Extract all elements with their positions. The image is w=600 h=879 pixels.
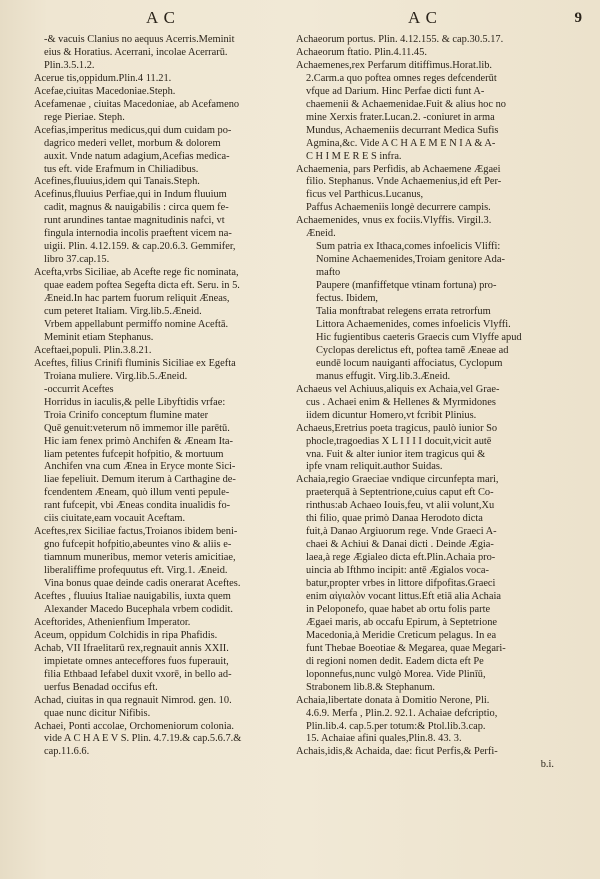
text-line: uigii. Plin. 4.12.159. & cap.20.6.3. Gemmifer,	[44, 241, 236, 253]
text-line: cap.11.6.6.	[44, 746, 90, 758]
text-line: liae fepeliuit. Demum iterum à Carthagine de-	[44, 474, 236, 486]
text-line: Hic fugientibus caeteris Graecis cum Vlyffe apud	[316, 331, 522, 343]
text-line: Acefinus,fluuius Perfiae,qui in Indum fluuium	[34, 189, 227, 201]
text-line: Achaemenes,rex Perfarum ditiffimus.Horat.lib.	[296, 59, 493, 71]
text-line: Vrbem appellabunt permiffo nomine Aceftā.	[44, 318, 229, 330]
text-line: Aceftorides, Athenienfium Imperator.	[34, 616, 191, 628]
text-line: libro 37.cap.15.	[44, 254, 110, 266]
text-line: di regioni nomen dedit. Eadem dicta eft Pe	[306, 655, 484, 667]
text-line: laea,à rege Ægialeo dicta eft.Plin.Achaia pro-	[306, 552, 496, 564]
text-line: fectus. Ibidem,	[316, 293, 379, 305]
text-line: uincia ab Ifthmo incipit: antē Ægialos voca-	[306, 565, 489, 577]
text-line: in Peloponefo, quae habet ab ortu folis parte	[306, 603, 491, 615]
text-line: chaei & Achiui & Danai dicti . Deinde Ægia-	[306, 539, 494, 551]
text-line: Alexander Macedo Bucephala vrbem codidit.	[44, 603, 233, 615]
text-line: Acerue tis,oppidum.Plin.4 11.21.	[34, 72, 172, 84]
text-line: Acefae,ciuitas Macedoniae.Steph.	[34, 85, 176, 97]
text-line: Horridus in iaculis,& pelle Libyftidis vrfae:	[44, 396, 226, 408]
text-line: fcendentem Æneam, quò illum venti pepule-	[44, 487, 230, 499]
text-line: filia Ethbaad Iefabel duxit vxorē, in bello ad-	[44, 668, 232, 680]
text-line: quae eadem poftea Segefta dicta eft. Seru. in 5.	[44, 280, 240, 292]
text-line: Sum patria ex Ithaca,comes infoelicis Vliffi:	[316, 241, 501, 253]
text-line: Achaei, Ponti accolae, Orchomeniorum colonia.	[34, 720, 234, 732]
left-column	[34, 34, 296, 872]
text-line: Littora Achaemenides, comes infoelicis Vlyffi.	[316, 318, 511, 330]
text-line: enim αἰγιαλὸν vocant littus.Eft etiā alia Achaia	[306, 590, 501, 602]
text-line: cadit, magnus & nauigabilis : circa quem fe-	[44, 202, 229, 214]
text-line: 15. Achaiae afini quales,Plin.8. 43. 3.	[306, 733, 462, 745]
text-line: C H I M E R E S infra.	[306, 150, 402, 162]
text-line: Achaeus,Eretrius poeta tragicus, paulò iunior So	[296, 422, 498, 434]
text-line: Mundus, Achaemeniis decurrant Medica Sufis	[306, 124, 499, 136]
text-line: Macedonia,à Meridie Creticum pelagus. In ea	[306, 629, 497, 641]
text-line: praeterquā à Septentrione,cuius caput eft Co-	[306, 487, 494, 499]
text-line: Paffus Achaemeniis longè decurrere campis.	[306, 202, 491, 214]
text-line: liberaliffime profequutus eft. Virg.1. Æneid.	[44, 565, 228, 577]
text-line: loponnefus,nunc vulgò Morea. Vide Plinīū,	[306, 668, 486, 680]
text-line: tus eft. vide Erafmum in Chiliadibus.	[44, 163, 199, 175]
text-line: runt arundines tantae magnitudinis nafci, vt	[44, 215, 225, 227]
text-line: Aceftes,rex Siciliae factus,Troianos ibidem beni-	[34, 526, 238, 538]
text-line: ciis ciuitate,eam vocauit Aceftam.	[44, 513, 186, 525]
text-line: ipfe vnam reliquit.author Suidas.	[306, 461, 443, 473]
text-line: chaemenii & Achaemenidae.Fuit & alius hoc no	[306, 98, 506, 110]
text-line: Hic iam fenex primò Anchifen & Æneam Ita-	[44, 435, 233, 447]
text-line: impietate omnes anteceffores fuos fuperauit,	[44, 655, 229, 667]
running-head-left: A C	[146, 8, 176, 27]
text-line: iidem dicuntur Homero,vt fcribit Plinius.	[306, 409, 477, 421]
text-line: -occurrit Aceftes	[44, 383, 114, 395]
text-line: thi filio, quae primò Danaa Herodoto dicta	[306, 513, 483, 525]
text-line: mafto	[316, 267, 341, 279]
text-line: Achaeorum ftatio. Plin.4.11.45.	[296, 46, 427, 58]
text-line: Cyclopas derelictus eft, poftea tamē Æneae ad	[316, 344, 509, 356]
text-line: Quē genuit:veterum nō immemor ille parētū.	[44, 422, 230, 434]
text-line: Aceum, oppidum Colchidis in ripa Phafidis.	[34, 629, 218, 641]
text-line: Vina bonus quae deinde cadis onerarat Aceftes.	[44, 578, 241, 590]
text-line: Achaemenia, pars Perfidis, ab Achaemene Ægaei	[296, 163, 501, 175]
text-line: filio. Stephanus. Vnde Achaemenius,id eft Per-	[306, 176, 502, 188]
text-line: eius & Horatius. Acerrani, incolae Acerrarū.	[44, 46, 228, 58]
page-number: 9	[574, 10, 582, 26]
text-line: Acefta,vrbs Siciliae, ab Acefte rege fic nominata,	[34, 267, 239, 279]
text-line: vfque ad Darium. Hinc Perfae dicti funt A-	[306, 85, 485, 97]
text-line: batur,propter vrbes in littore difpofitas.Graeci	[306, 578, 496, 590]
text-line: Acefamenae , ciuitas Macedoniae, ab Acefameno	[34, 98, 240, 110]
text-line: cus . Achaei enim & Hellenes & Myrmidones	[306, 396, 496, 408]
text-line: 2.Carm.a quo poftea omnes reges defcenderūt	[306, 72, 497, 84]
text-line: Achaia,regio Graeciae vndique circunfepta mari,	[296, 474, 499, 486]
text-line: Troiana muliere. Virg.lib.5.Æneid.	[44, 370, 188, 382]
text-line: Meminit etiam Stephanus.	[44, 331, 154, 343]
text-line: 4.6.9. Merfa , Plin.2. 92.1. Achaiae defcriptio,	[306, 707, 498, 719]
text-line: eundē locum nauiganti affociatus, Cyclopum	[316, 357, 503, 369]
text-line: Achaemenides, vnus ex fociis.Vlyffis. Virgil.3.	[296, 215, 492, 227]
text-line: Aceftaei,populi. Plin.3.8.21.	[34, 344, 152, 356]
text-line: Acefias,imperitus medicus,qui dum cuidam po-	[34, 124, 232, 136]
text-line: liam petentes fufcepit hofpitio, & mortuum	[44, 448, 224, 460]
text-line: Anchifen vna cum Ænea in Eryce monte Sici-	[44, 461, 236, 473]
text-line: Aceftes , fluuius Italiae nauigabilis, iuxta quem	[34, 590, 231, 602]
text-line: Paupere (manfiffetque vtinam fortuna) pro-	[316, 280, 497, 292]
text-line: b.i.	[540, 759, 554, 771]
text-line: Æneid.	[306, 228, 336, 240]
text-line: Achab, VII Ifraelitarū rex,regnauit annis XXII.	[34, 642, 229, 654]
text-line: Achaia,libertate donata à Domitio Nerone, Pli.	[296, 694, 490, 706]
text-line: vide A C H A E V S. Plin. 4.7.19.& cap.5.6.7.&	[44, 733, 242, 745]
text-line: cum peteret Italiam. Virg.lib.5.Æneid.	[44, 306, 202, 318]
text-line: phocle,tragoedias X L I I I I docuit,vicit autē	[306, 435, 492, 447]
text-line: Achais,idis,& Achaida, dae: ficut Perfis,& Perfi-	[296, 746, 498, 758]
text-line: dagrico mederi vellet, morbum & dolorem	[44, 137, 221, 149]
text-line: manus effugit. Virg.lib.3.Æneid.	[316, 370, 451, 382]
text-line: Achad, ciuitas in qua regnauit Nimrod. gen. 10.	[34, 694, 232, 706]
text-line: fingula internodia incolis praeftent vicem na-	[44, 228, 232, 240]
text-line: gno fufcepit hofpitio,abeuntes vino & aliis e-	[44, 539, 232, 551]
text-line: ficus vel Parthicus.Lucanus,	[306, 189, 424, 201]
text-line: auxit. Vnde natum adagium,Acefias medica-	[44, 150, 230, 162]
text-line: rant fufcepit, vbi Æneas condita inualidis fo-	[44, 500, 231, 512]
text-line: mine Xerxis frater.Lucan.2. -coniuret in arma	[306, 111, 495, 123]
text-line: Agmina,&c. Vide A C H A E M E N I A & A-	[306, 137, 496, 149]
text-line: rinthus:ab Achaeo Iouis,feu, vt alii volunt,Xu	[306, 500, 495, 512]
text-line: quae nunc dicitur Nifibis.	[44, 707, 151, 719]
text-line: fuit,à Danao Argiuorum rege. Vnde Graeci A-	[306, 526, 497, 538]
right-column	[296, 34, 584, 872]
text-line: Talia monftrabat relegens errata retrorfum	[316, 306, 491, 318]
text-line: Strabonem lib.8.& Stephanum.	[306, 681, 436, 693]
text-line: Acefines,fluuius,idem qui Tanais.Steph.	[34, 176, 200, 188]
text-line: rege Pieriae. Steph.	[44, 111, 125, 123]
text-line: tiamnum muneribus, memor veteris amicitiae,	[44, 552, 236, 564]
text-line: Æneid.In hac partem fuorum reliquit Æneas,	[44, 293, 230, 305]
text-line: uerfus Benadad occifus eft.	[44, 681, 158, 693]
text-line: Plin.3.5.1.2.	[44, 59, 95, 71]
text-line: Nomine Achaemenides,Troiam genitore Ada-	[316, 254, 505, 266]
text-line: funt Thebae Boeotiae & Megarea, quae Megari-	[306, 642, 506, 654]
text-line: Achaeorum portus. Plin. 4.12.155. & cap.30.5.17.	[296, 34, 504, 45]
text-line: Aceftes, filius Crinifi fluminis Siciliae ex Egefta	[34, 357, 236, 369]
text-line: Ægaei maris, ab occafu Epirum, à Septetrione	[306, 616, 498, 628]
text-line: -& vacuis Clanius no aequus Acerris.Meminit	[44, 34, 235, 45]
text-line: vna. Fuit & alter iunior item tragicus qui &	[306, 448, 486, 460]
text-line: Achaeus vel Achiuus,aliquis ex Achaia,vel Grae-	[296, 383, 500, 395]
text-line: Troia Crinifo conceptum flumine mater	[44, 409, 209, 421]
text-line: Plin.lib.4. cap.5.per totum:& Ptol.lib.3.cap.	[306, 720, 486, 732]
running-head-right: A C	[408, 8, 438, 27]
